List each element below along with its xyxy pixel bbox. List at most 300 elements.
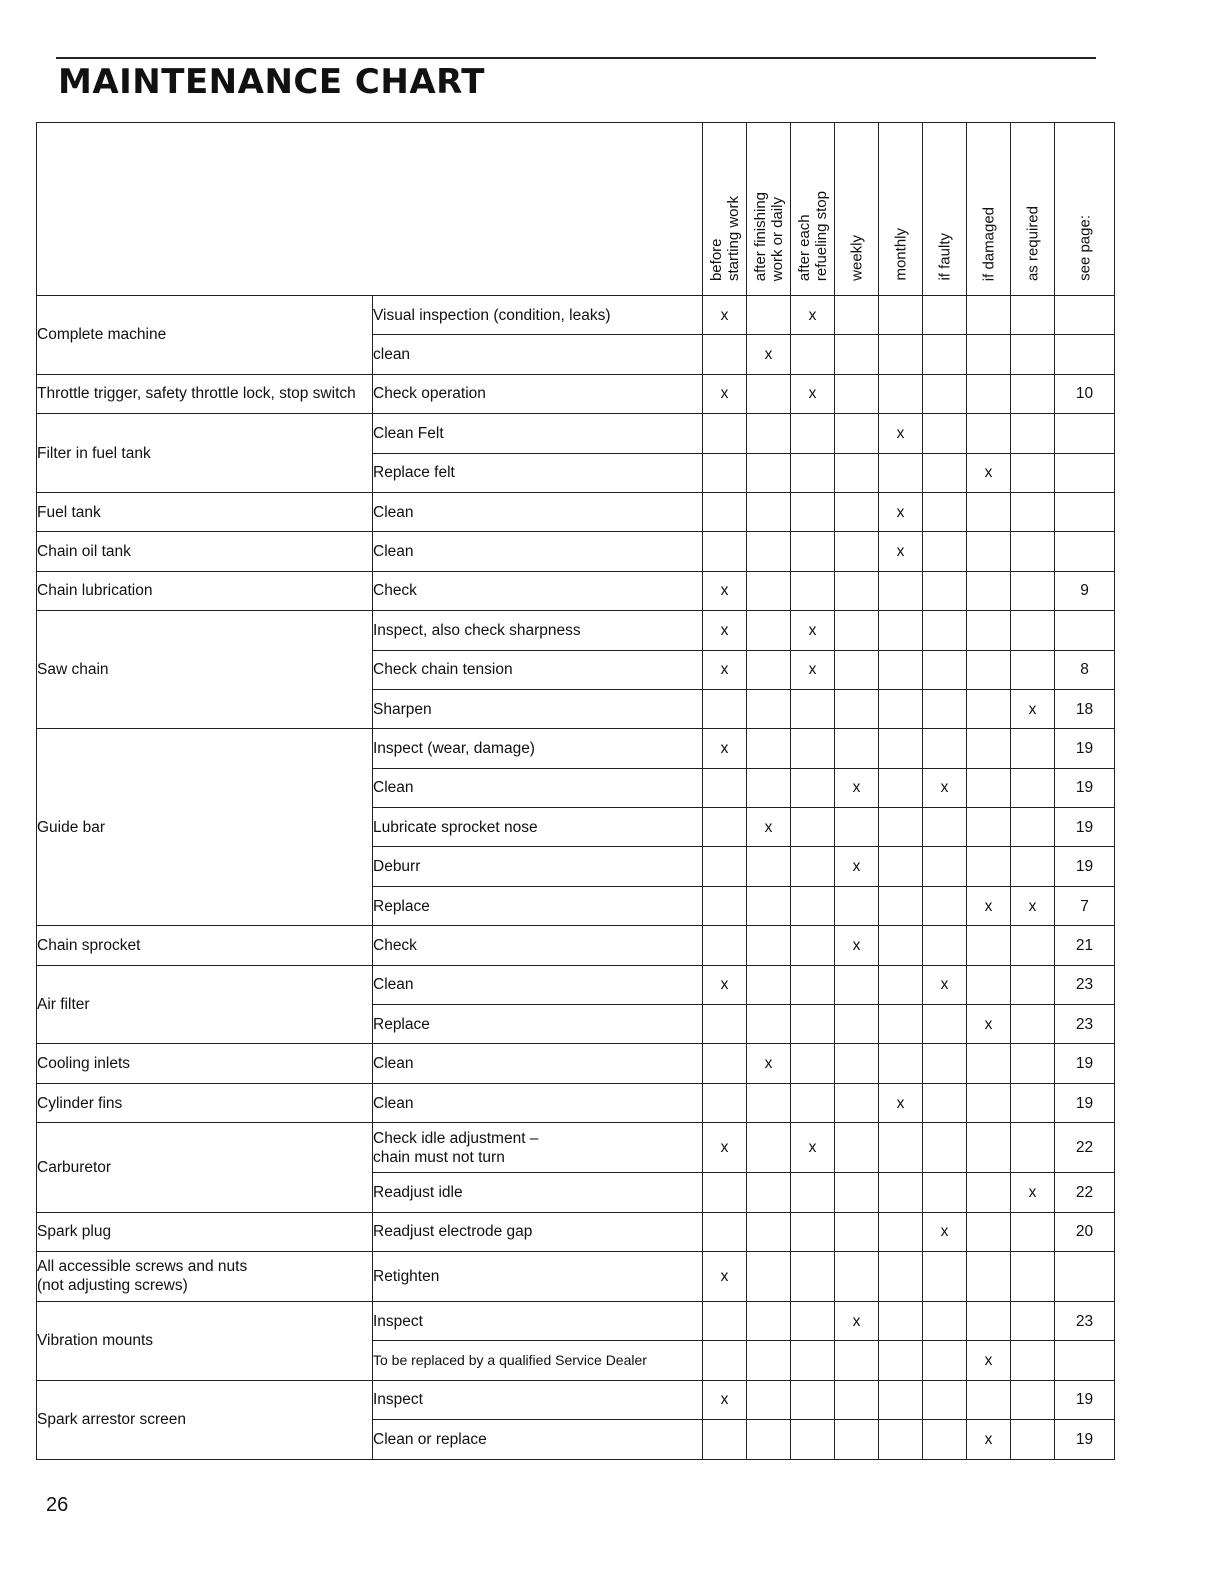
mark-cell: [1011, 1044, 1055, 1083]
mark-cell: [967, 1380, 1011, 1419]
mark-cell: [835, 965, 879, 1004]
mark-cell: [923, 611, 967, 650]
mark-cell: [1011, 1380, 1055, 1419]
mark-cell: [791, 1341, 835, 1380]
table-row: [37, 414, 1115, 453]
see-page-cell: [1055, 453, 1115, 492]
task-cell: Clean: [373, 768, 703, 807]
mark-cell: [879, 1341, 923, 1380]
mark-cell: [967, 650, 1011, 689]
mark-cell: [923, 1083, 967, 1122]
mark-cell: x: [791, 650, 835, 689]
task-cell: Clean: [373, 532, 703, 571]
page-title: MAINTENANCE CHART: [58, 62, 485, 102]
mark-cell: [879, 1173, 923, 1212]
see-page-cell: 19: [1055, 808, 1115, 847]
component-cell: Complete machine: [37, 296, 373, 375]
task-cell: Inspect: [373, 1301, 703, 1340]
see-page-cell: 8: [1055, 650, 1115, 689]
mark-cell: [967, 1251, 1011, 1301]
see-page-cell: 19: [1055, 1044, 1115, 1083]
mark-cell: [835, 1341, 879, 1380]
col-header-label: if damaged: [980, 206, 997, 281]
mark-cell: [1011, 453, 1055, 492]
task-cell: Clean Felt: [373, 414, 703, 453]
col-header: [703, 123, 747, 296]
mark-cell: [835, 689, 879, 728]
component-cell: Filter in fuel tank: [37, 414, 373, 493]
mark-cell: [923, 532, 967, 571]
mark-cell: [923, 1380, 967, 1419]
mark-cell: [967, 965, 1011, 1004]
mark-cell: [747, 414, 791, 453]
mark-cell: x: [703, 1123, 747, 1173]
mark-cell: [923, 926, 967, 965]
mark-cell: [879, 453, 923, 492]
mark-cell: [835, 414, 879, 453]
mark-cell: [967, 1044, 1011, 1083]
table-row: [37, 926, 1115, 965]
see-page-cell: [1055, 492, 1115, 531]
mark-cell: [1011, 532, 1055, 571]
mark-cell: [1011, 1341, 1055, 1380]
component-cell: Saw chain: [37, 611, 373, 729]
see-page-cell: 21: [1055, 926, 1115, 965]
mark-cell: [879, 335, 923, 374]
mark-cell: [835, 1044, 879, 1083]
mark-cell: x: [791, 611, 835, 650]
mark-cell: [835, 1083, 879, 1122]
mark-cell: [703, 1420, 747, 1459]
col-header-label: see page:: [1076, 215, 1093, 281]
mark-cell: x: [879, 1083, 923, 1122]
component-cell: Chain lubrication: [37, 571, 373, 610]
component-cell: Chain sprocket: [37, 926, 373, 965]
mark-cell: [747, 611, 791, 650]
mark-cell: [967, 926, 1011, 965]
mark-cell: [791, 453, 835, 492]
mark-cell: x: [747, 808, 791, 847]
mark-cell: [967, 492, 1011, 531]
header-blank-cell: [37, 123, 703, 296]
component-cell: Spark arrestor screen: [37, 1380, 373, 1459]
mark-cell: [879, 808, 923, 847]
col-header: [835, 123, 879, 296]
mark-cell: [967, 532, 1011, 571]
mark-cell: [747, 847, 791, 886]
mark-cell: [923, 1005, 967, 1044]
see-page-cell: 19: [1055, 729, 1115, 768]
mark-cell: [923, 571, 967, 610]
mark-cell: [747, 1212, 791, 1251]
mark-cell: [1011, 768, 1055, 807]
mark-cell: [703, 1212, 747, 1251]
task-cell: Clean or replace: [373, 1420, 703, 1459]
mark-cell: x: [703, 611, 747, 650]
mark-cell: [923, 296, 967, 335]
task-cell: Retighten: [373, 1251, 703, 1301]
task-cell: clean: [373, 335, 703, 374]
mark-cell: [923, 414, 967, 453]
mark-cell: [791, 847, 835, 886]
component-cell: Fuel tank: [37, 492, 373, 531]
mark-cell: [923, 847, 967, 886]
mark-cell: [703, 926, 747, 965]
mark-cell: x: [967, 453, 1011, 492]
mark-cell: x: [923, 1212, 967, 1251]
mark-cell: [703, 768, 747, 807]
mark-cell: [967, 768, 1011, 807]
mark-cell: [923, 335, 967, 374]
mark-cell: [923, 1044, 967, 1083]
mark-cell: [747, 1380, 791, 1419]
table-row: [37, 571, 1115, 610]
table-row: [37, 374, 1115, 413]
mark-cell: [1011, 1212, 1055, 1251]
mark-cell: [1011, 1123, 1055, 1173]
mark-cell: [1011, 650, 1055, 689]
mark-cell: x: [923, 965, 967, 1004]
mark-cell: [1011, 847, 1055, 886]
mark-cell: [791, 1380, 835, 1419]
mark-cell: [791, 926, 835, 965]
mark-cell: [923, 453, 967, 492]
mark-cell: [791, 532, 835, 571]
mark-cell: [791, 571, 835, 610]
see-page-cell: 22: [1055, 1173, 1115, 1212]
col-header-label: as required: [1024, 205, 1041, 281]
mark-cell: [879, 1212, 923, 1251]
col-header: [747, 123, 791, 296]
mark-cell: [879, 650, 923, 689]
mark-cell: [923, 886, 967, 925]
mark-cell: x: [703, 650, 747, 689]
mark-cell: [835, 296, 879, 335]
col-header: [1055, 123, 1115, 296]
mark-cell: [703, 335, 747, 374]
mark-cell: [703, 1173, 747, 1212]
mark-cell: [835, 1005, 879, 1044]
mark-cell: x: [1011, 886, 1055, 925]
mark-cell: [1011, 611, 1055, 650]
component-cell: Cylinder fins: [37, 1083, 373, 1122]
mark-cell: [923, 729, 967, 768]
mark-cell: [791, 768, 835, 807]
mark-cell: [703, 1083, 747, 1122]
task-cell: Replace: [373, 1005, 703, 1044]
mark-cell: [747, 886, 791, 925]
see-page-cell: [1055, 611, 1115, 650]
col-header: [967, 123, 1011, 296]
mark-cell: [703, 1044, 747, 1083]
mark-cell: [923, 1301, 967, 1340]
see-page-cell: 10: [1055, 374, 1115, 413]
mark-cell: [747, 1083, 791, 1122]
mark-cell: x: [879, 492, 923, 531]
mark-cell: [791, 808, 835, 847]
mark-cell: x: [835, 768, 879, 807]
col-header: [923, 123, 967, 296]
mark-cell: [835, 1251, 879, 1301]
table-row: [37, 532, 1115, 571]
mark-cell: [835, 1123, 879, 1173]
mark-cell: [1011, 965, 1055, 1004]
mark-cell: [879, 571, 923, 610]
task-cell: Clean: [373, 965, 703, 1004]
mark-cell: [967, 414, 1011, 453]
mark-cell: x: [703, 1380, 747, 1419]
mark-cell: [967, 296, 1011, 335]
task-cell: Visual inspection (condition, leaks): [373, 296, 703, 335]
table-row: [37, 965, 1115, 1004]
see-page-cell: 23: [1055, 1301, 1115, 1340]
component-cell: Throttle trigger, safety throttle lock, stop switch: [37, 374, 373, 413]
page-number: 26: [46, 1494, 69, 1516]
component-cell: Guide bar: [37, 729, 373, 926]
mark-cell: [747, 532, 791, 571]
see-page-cell: 18: [1055, 689, 1115, 728]
mark-cell: [747, 492, 791, 531]
mark-cell: x: [747, 335, 791, 374]
table-row: [37, 492, 1115, 531]
mark-cell: [879, 926, 923, 965]
task-cell: Check operation: [373, 374, 703, 413]
task-cell: Check: [373, 571, 703, 610]
table-row: [37, 296, 1115, 335]
mark-cell: [747, 571, 791, 610]
mark-cell: [879, 847, 923, 886]
mark-cell: [967, 571, 1011, 610]
mark-cell: x: [747, 1044, 791, 1083]
mark-cell: x: [967, 886, 1011, 925]
see-page-cell: 20: [1055, 1212, 1115, 1251]
mark-cell: [747, 1251, 791, 1301]
component-cell: Vibration mounts: [37, 1301, 373, 1380]
mark-cell: x: [967, 1005, 1011, 1044]
mark-cell: [703, 532, 747, 571]
mark-cell: [703, 1341, 747, 1380]
component-cell: Cooling inlets: [37, 1044, 373, 1083]
see-page-cell: 7: [1055, 886, 1115, 925]
mark-cell: x: [835, 847, 879, 886]
mark-cell: [835, 571, 879, 610]
mark-cell: x: [835, 1301, 879, 1340]
mark-cell: [747, 453, 791, 492]
mark-cell: [879, 965, 923, 1004]
mark-cell: [703, 1005, 747, 1044]
see-page-cell: [1055, 296, 1115, 335]
mark-cell: [791, 1173, 835, 1212]
maintenance-table: [36, 122, 1115, 1460]
mark-cell: x: [879, 532, 923, 571]
mark-cell: [879, 1044, 923, 1083]
see-page-cell: 9: [1055, 571, 1115, 610]
table-row: [37, 1083, 1115, 1122]
mark-cell: [967, 1123, 1011, 1173]
see-page-cell: 19: [1055, 1083, 1115, 1122]
mark-cell: [747, 650, 791, 689]
mark-cell: [1011, 571, 1055, 610]
mark-cell: [1011, 1301, 1055, 1340]
see-page-cell: 19: [1055, 847, 1115, 886]
mark-cell: [1011, 492, 1055, 531]
task-cell: Inspect: [373, 1380, 703, 1419]
mark-cell: x: [923, 768, 967, 807]
mark-cell: [703, 808, 747, 847]
mark-cell: [967, 808, 1011, 847]
mark-cell: x: [703, 965, 747, 1004]
mark-cell: x: [879, 414, 923, 453]
mark-cell: x: [791, 374, 835, 413]
mark-cell: [703, 414, 747, 453]
mark-cell: [703, 492, 747, 531]
table-row: [37, 1123, 1115, 1173]
mark-cell: [703, 1301, 747, 1340]
mark-cell: [835, 453, 879, 492]
table-row: [37, 1212, 1115, 1251]
mark-cell: [967, 374, 1011, 413]
mark-cell: [879, 1420, 923, 1459]
component-cell: All accessible screws and nuts (not adjusting screws): [37, 1251, 373, 1301]
mark-cell: [703, 847, 747, 886]
mark-cell: x: [703, 729, 747, 768]
mark-cell: [791, 1301, 835, 1340]
mark-cell: [1011, 414, 1055, 453]
task-cell: To be replaced by a qualified Service Dealer: [373, 1341, 703, 1380]
task-cell: Readjust electrode gap: [373, 1212, 703, 1251]
mark-cell: x: [703, 1251, 747, 1301]
col-header-label: before starting work: [707, 195, 742, 281]
see-page-cell: [1055, 532, 1115, 571]
task-cell: Clean: [373, 1083, 703, 1122]
see-page-cell: 23: [1055, 1005, 1115, 1044]
see-page-cell: 22: [1055, 1123, 1115, 1173]
mark-cell: [1011, 1251, 1055, 1301]
mark-cell: x: [791, 296, 835, 335]
task-cell: Replace: [373, 886, 703, 925]
mark-cell: [835, 374, 879, 413]
col-header-label: after finishing work or daily: [751, 191, 786, 281]
col-header-label: weekly: [848, 235, 865, 281]
component-cell: Chain oil tank: [37, 532, 373, 571]
mark-cell: [967, 847, 1011, 886]
task-cell: Inspect, also check sharpness: [373, 611, 703, 650]
mark-cell: [791, 965, 835, 1004]
mark-cell: [967, 1212, 1011, 1251]
mark-cell: [791, 335, 835, 374]
mark-cell: [923, 1420, 967, 1459]
mark-cell: x: [1011, 689, 1055, 728]
task-cell: Clean: [373, 1044, 703, 1083]
mark-cell: x: [703, 296, 747, 335]
mark-cell: [791, 1005, 835, 1044]
mark-cell: [747, 1341, 791, 1380]
table-row: [37, 1044, 1115, 1083]
mark-cell: [879, 768, 923, 807]
mark-cell: [923, 1173, 967, 1212]
see-page-cell: [1055, 1251, 1115, 1301]
mark-cell: [747, 1301, 791, 1340]
table-row: [37, 1251, 1115, 1301]
mark-cell: [879, 886, 923, 925]
see-page-cell: 23: [1055, 965, 1115, 1004]
task-cell: Check chain tension: [373, 650, 703, 689]
mark-cell: [835, 1212, 879, 1251]
mark-cell: [923, 1251, 967, 1301]
mark-cell: [879, 611, 923, 650]
mark-cell: [747, 1173, 791, 1212]
mark-cell: [1011, 1005, 1055, 1044]
mark-cell: [967, 611, 1011, 650]
mark-cell: [1011, 335, 1055, 374]
table-row: [37, 611, 1115, 650]
mark-cell: [1011, 1083, 1055, 1122]
mark-cell: [923, 1123, 967, 1173]
table-body: [37, 296, 1115, 1460]
task-cell: Readjust idle: [373, 1173, 703, 1212]
mark-cell: [835, 886, 879, 925]
see-page-cell: [1055, 414, 1115, 453]
mark-cell: [835, 808, 879, 847]
col-header-label: after each refueling stop: [795, 190, 830, 281]
mark-cell: [967, 729, 1011, 768]
mark-cell: [1011, 374, 1055, 413]
mark-cell: [967, 689, 1011, 728]
mark-cell: x: [967, 1341, 1011, 1380]
mark-cell: [923, 808, 967, 847]
mark-cell: [747, 689, 791, 728]
mark-cell: [879, 1251, 923, 1301]
mark-cell: [747, 729, 791, 768]
title-rule: [56, 57, 1096, 59]
component-cell: Air filter: [37, 965, 373, 1044]
mark-cell: [791, 1420, 835, 1459]
mark-cell: [747, 965, 791, 1004]
task-cell: Sharpen: [373, 689, 703, 728]
task-cell: Replace felt: [373, 453, 703, 492]
mark-cell: [747, 768, 791, 807]
mark-cell: [791, 414, 835, 453]
mark-cell: [835, 492, 879, 531]
mark-cell: [967, 1301, 1011, 1340]
mark-cell: [835, 1420, 879, 1459]
table-row: [37, 1380, 1115, 1419]
mark-cell: x: [703, 374, 747, 413]
col-header: [791, 123, 835, 296]
task-cell: Clean: [373, 492, 703, 531]
mark-cell: [791, 729, 835, 768]
mark-cell: [703, 689, 747, 728]
mark-cell: [923, 650, 967, 689]
mark-cell: x: [703, 571, 747, 610]
mark-cell: [879, 374, 923, 413]
mark-cell: [791, 1212, 835, 1251]
col-header: [1011, 123, 1055, 296]
mark-cell: [879, 689, 923, 728]
mark-cell: [967, 1083, 1011, 1122]
mark-cell: [747, 296, 791, 335]
mark-cell: [791, 886, 835, 925]
mark-cell: [791, 689, 835, 728]
mark-cell: [747, 1005, 791, 1044]
col-header: [879, 123, 923, 296]
mark-cell: [747, 374, 791, 413]
task-cell: Check: [373, 926, 703, 965]
mark-cell: [967, 335, 1011, 374]
mark-cell: [747, 1420, 791, 1459]
mark-cell: x: [791, 1123, 835, 1173]
mark-cell: [879, 1380, 923, 1419]
